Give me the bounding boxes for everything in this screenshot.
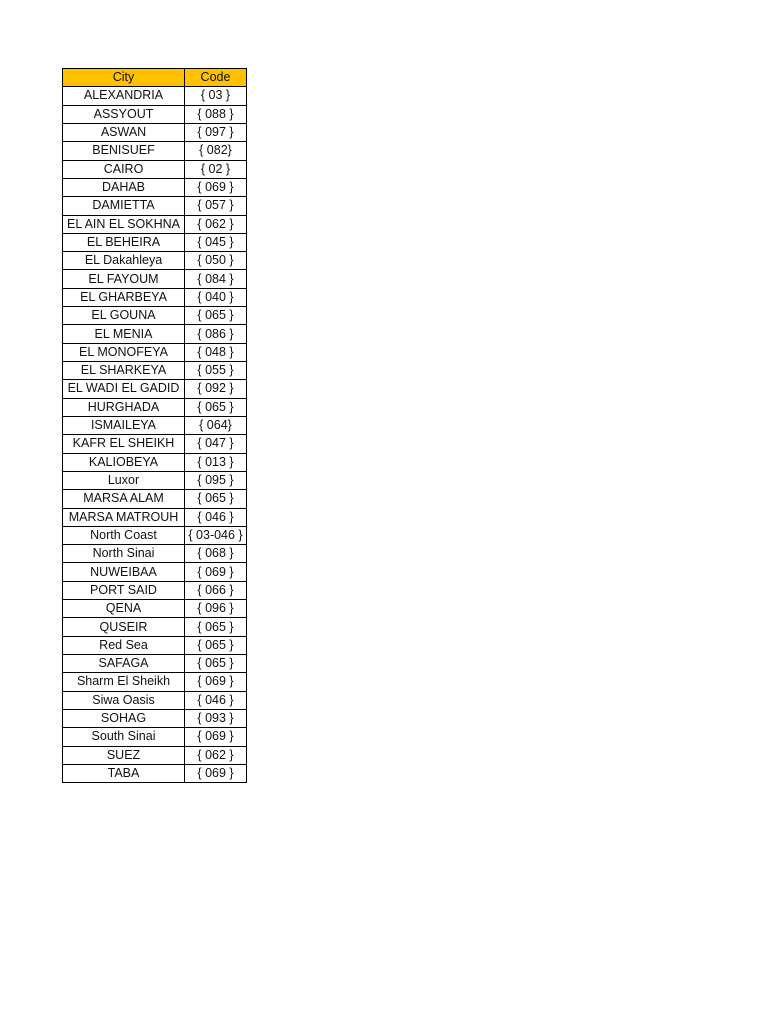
code-cell: { 093 } <box>185 709 247 727</box>
code-cell: { 03 } <box>185 87 247 105</box>
code-cell: { 046 } <box>185 691 247 709</box>
city-cell: QENA <box>63 600 185 618</box>
city-cell: DAMIETTA <box>63 197 185 215</box>
code-cell: { 03-046 } <box>185 526 247 544</box>
table-row <box>63 746 247 764</box>
table-row <box>63 270 247 288</box>
code-cell: { 069 } <box>185 764 247 782</box>
table-body <box>63 87 247 783</box>
code-cell: { 065 } <box>185 655 247 673</box>
table-row <box>63 215 247 233</box>
city-cell: MARSA ALAM <box>63 490 185 508</box>
table-row <box>63 325 247 343</box>
city-cell: NUWEIBAA <box>63 563 185 581</box>
table-row <box>63 508 247 526</box>
code-cell: { 066 } <box>185 581 247 599</box>
code-cell: { 065 } <box>185 618 247 636</box>
code-cell: { 050 } <box>185 252 247 270</box>
table-row <box>63 307 247 325</box>
table-row <box>63 636 247 654</box>
city-code-table <box>62 68 247 783</box>
table-row <box>63 764 247 782</box>
table-row <box>63 581 247 599</box>
city-cell: EL WADI EL GADID <box>63 380 185 398</box>
table-row <box>63 563 247 581</box>
city-cell: PORT SAID <box>63 581 185 599</box>
table-row <box>63 160 247 178</box>
code-cell: { 095 } <box>185 471 247 489</box>
code-cell: { 097 } <box>185 123 247 141</box>
city-cell: North Sinai <box>63 545 185 563</box>
table-row <box>63 618 247 636</box>
city-cell: MARSA MATROUH <box>63 508 185 526</box>
code-cell: { 096 } <box>185 600 247 618</box>
city-cell: QUSEIR <box>63 618 185 636</box>
code-cell: { 047 } <box>185 435 247 453</box>
city-cell: South Sinai <box>63 728 185 746</box>
code-cell: { 069 } <box>185 563 247 581</box>
city-cell: DAHAB <box>63 178 185 196</box>
table-header-row <box>63 69 247 87</box>
code-cell: { 086 } <box>185 325 247 343</box>
city-cell: EL AIN EL SOKHNA <box>63 215 185 233</box>
city-cell: EL SHARKEYA <box>63 362 185 380</box>
city-cell: SUEZ <box>63 746 185 764</box>
city-cell: EL MONOFEYA <box>63 343 185 361</box>
code-cell: { 046 } <box>185 508 247 526</box>
code-cell: { 048 } <box>185 343 247 361</box>
city-cell: KAFR EL SHEIKH <box>63 435 185 453</box>
code-cell: { 065 } <box>185 636 247 654</box>
table-row <box>63 600 247 618</box>
table-row <box>63 252 247 270</box>
code-cell: { 088 } <box>185 105 247 123</box>
table-row <box>63 178 247 196</box>
city-cell: CAIRO <box>63 160 185 178</box>
city-cell: SAFAGA <box>63 655 185 673</box>
city-cell: EL GOUNA <box>63 307 185 325</box>
city-cell: BENISUEF <box>63 142 185 160</box>
table-row <box>63 142 247 160</box>
city-cell: EL FAYOUM <box>63 270 185 288</box>
city-cell: Sharm El Sheikh <box>63 673 185 691</box>
code-cell: { 02 } <box>185 160 247 178</box>
table-row <box>63 398 247 416</box>
code-cell: { 084 } <box>185 270 247 288</box>
table-row <box>63 87 247 105</box>
code-cell: { 045 } <box>185 233 247 251</box>
city-cell: ASWAN <box>63 123 185 141</box>
city-cell: Red Sea <box>63 636 185 654</box>
code-cell: { 062 } <box>185 215 247 233</box>
city-cell: HURGHADA <box>63 398 185 416</box>
table-row <box>63 709 247 727</box>
code-cell: { 069 } <box>185 728 247 746</box>
code-cell: { 082} <box>185 142 247 160</box>
table-row <box>63 545 247 563</box>
code-cell: { 068 } <box>185 545 247 563</box>
table-row <box>63 123 247 141</box>
code-cell: { 013 } <box>185 453 247 471</box>
column-header-code: Code <box>185 69 247 87</box>
code-cell: { 062 } <box>185 746 247 764</box>
table-row <box>63 362 247 380</box>
table-row <box>63 673 247 691</box>
table-row <box>63 233 247 251</box>
table-row <box>63 105 247 123</box>
table-row <box>63 380 247 398</box>
table-row <box>63 453 247 471</box>
table-row <box>63 343 247 361</box>
city-cell: ALEXANDRIA <box>63 87 185 105</box>
column-header-city: City <box>63 69 185 87</box>
city-cell: Siwa Oasis <box>63 691 185 709</box>
city-cell: Luxor <box>63 471 185 489</box>
code-cell: { 064} <box>185 416 247 434</box>
table-row <box>63 288 247 306</box>
city-cell: North Coast <box>63 526 185 544</box>
table-row <box>63 655 247 673</box>
city-cell: EL MENIA <box>63 325 185 343</box>
table-row <box>63 471 247 489</box>
table-row <box>63 416 247 434</box>
city-cell: ISMAILEYA <box>63 416 185 434</box>
table-row <box>63 490 247 508</box>
code-cell: { 040 } <box>185 288 247 306</box>
code-cell: { 057 } <box>185 197 247 215</box>
table-row <box>63 435 247 453</box>
code-cell: { 069 } <box>185 673 247 691</box>
table-row <box>63 728 247 746</box>
code-cell: { 065 } <box>185 307 247 325</box>
city-cell: EL GHARBEYA <box>63 288 185 306</box>
table-row <box>63 526 247 544</box>
code-cell: { 069 } <box>185 178 247 196</box>
table-row <box>63 691 247 709</box>
code-cell: { 065 } <box>185 490 247 508</box>
city-cell: TABA <box>63 764 185 782</box>
city-cell: EL Dakahleya <box>63 252 185 270</box>
city-cell: KALIOBEYA <box>63 453 185 471</box>
city-cell: EL BEHEIRA <box>63 233 185 251</box>
code-cell: { 055 } <box>185 362 247 380</box>
code-cell: { 065 } <box>185 398 247 416</box>
code-cell: { 092 } <box>185 380 247 398</box>
city-cell: ASSYOUT <box>63 105 185 123</box>
city-cell: SOHAG <box>63 709 185 727</box>
table-row <box>63 197 247 215</box>
